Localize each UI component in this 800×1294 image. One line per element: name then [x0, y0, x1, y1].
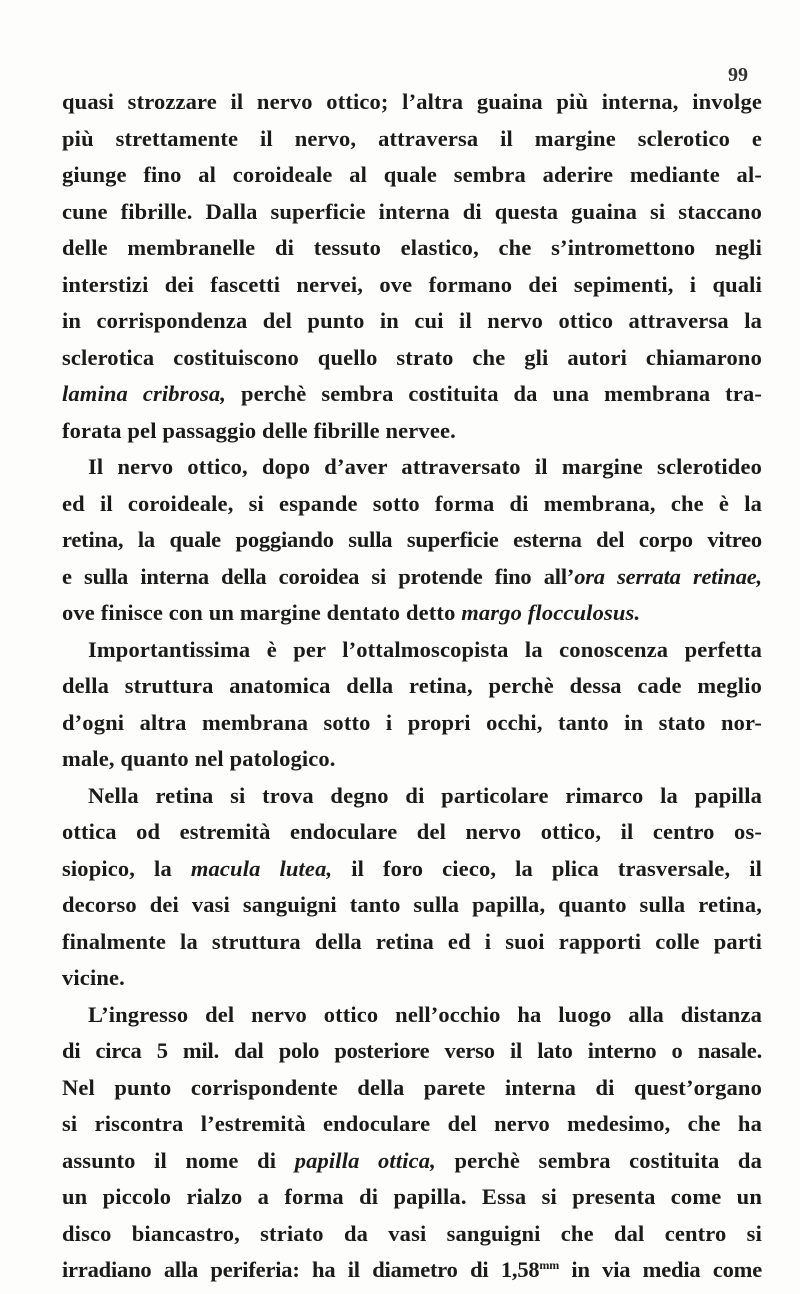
text-line: della struttura anatomica della retina, perchè dessa cade meglio — [62, 673, 762, 698]
text-line: lamina cribrosa, perchè sembra costituita da una membrana tra- — [62, 381, 762, 406]
italic-term: ora serrata retinae, — [574, 563, 762, 589]
text-line: sclerotica costituiscono quello strato che gli autori chiamarono — [62, 344, 762, 370]
text-line: Il nervo ottico, dopo d’aver attraversato il margine sclerotideo — [88, 454, 762, 479]
text-line: più strettamente il nervo, attraversa il margine sclerotico e — [62, 125, 762, 151]
italic-term: papilla ottica, — [294, 1147, 436, 1173]
unit-superscript: mm — [539, 1258, 560, 1272]
text-line: di circa 5 mil. dal polo posteriore verso il lato interno o nasale. — [62, 1038, 762, 1063]
italic-term: margo flocculosus. — [461, 600, 641, 625]
text-line: cune fibrille. Dalla superficie interna di questa guaina si staccano — [62, 198, 762, 224]
text-line: e sulla interna della coroidea si protende fino all’ora serrata retinae, — [62, 563, 762, 589]
text-line: irradiano alla periferia: ha il diametro di $1,58^{mm}$ in via media come — [62, 1257, 762, 1282]
text-line: decorso dei vasi sanguigni tanto sulla papilla, quanto sulla retina, — [62, 892, 762, 917]
text-line: retina, la quale poggiando sulla superficie esterna del corpo vitreo — [62, 527, 762, 552]
text-line: male, quanto nel patologico. — [62, 746, 336, 771]
text-line: Nel punto corrispondente della parete interna di quest’organo — [62, 1074, 762, 1100]
text-line: un piccolo rialzo a forma di papilla. Essa si presenta come un — [62, 1184, 762, 1209]
text-line: giunge fino al coroideale al quale sembra aderire mediante al- — [62, 162, 762, 187]
italic-term: lamina cribrosa, — [62, 381, 227, 406]
text-line: ed il coroideale, si espande sotto forma di membrana, che è la — [62, 490, 762, 516]
text-line: delle membranelle di tessuto elastico, che s’intromettono negli — [62, 235, 762, 260]
text-line: siopico, la macula lutea, il foro cieco, la plica trasversale, il — [62, 855, 762, 881]
text-line: vicine. — [62, 965, 125, 990]
text-line: interstizi dei fascetti nervei, ove formano dei sepimenti, i quali — [62, 271, 762, 297]
text-line: in corrispondenza del punto in cui il nervo ottico attraversa la — [62, 308, 762, 333]
page-number: 99 — [728, 64, 748, 86]
text-line: Importantissima è per l’ottalmoscopista la conoscenza perfetta — [88, 636, 762, 662]
body-text — [62, 84, 762, 1289]
text-line: ottica od estremità endoculare del nervo ottico, il centro os- — [62, 819, 762, 844]
text-line: L’ingresso del nervo ottico nell’occhio ha luogo alla distanza — [88, 1001, 762, 1027]
text-line: finalmente la struttura della retina ed i suoi rapporti colle parti — [62, 928, 762, 954]
text-line: d’ogni altra membrana sotto i propri occhi, tanto in stato nor- — [62, 709, 762, 735]
text-line: Nella retina si trova degno di particolare rimarco la papilla — [88, 782, 762, 808]
text-line: ove finisce con un margine dentato detto margo flocculosus. — [62, 600, 641, 625]
italic-term: macula lutea, — [190, 855, 333, 881]
text-line: disco biancastro, striato da vasi sanguigni che dal centro si — [62, 1220, 762, 1246]
text-line: assunto il nome di papilla ottica, perchè sembra costituita da — [62, 1147, 762, 1173]
text-line: forata pel passaggio delle fibrille nervee. — [62, 417, 456, 443]
text-line: si riscontra l’estremità endoculare del nervo medesimo, che ha — [62, 1111, 762, 1136]
text-line: quasi strozzare il nervo ottico; l’altra guaina più interna, involge — [62, 89, 762, 114]
